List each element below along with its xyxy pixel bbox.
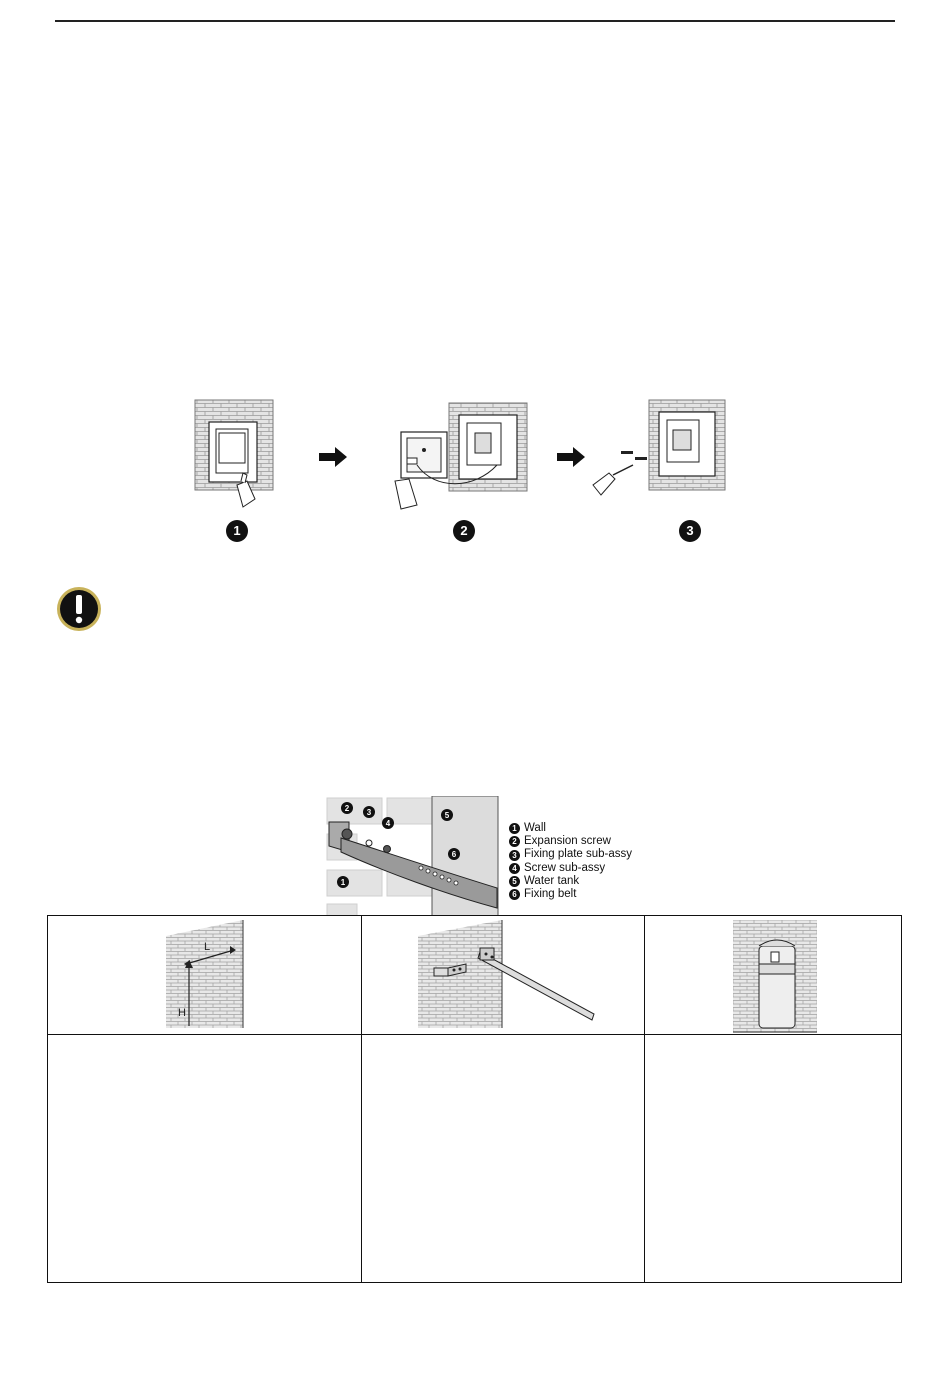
water-tank-fixing-diagram xyxy=(325,796,500,916)
step-1-illustration xyxy=(195,400,273,507)
table-cell xyxy=(645,1035,901,1282)
table-cell xyxy=(362,1035,645,1282)
installation-steps-table xyxy=(47,915,902,1283)
right-arrow-icon xyxy=(557,447,585,467)
dimension-label-L: L xyxy=(204,941,211,953)
step-number-2: 2 xyxy=(453,520,475,542)
legend-item: 2 Expansion screw xyxy=(509,835,632,848)
table-cell xyxy=(362,916,645,1035)
table-cell xyxy=(48,1035,362,1282)
exclamation-warning-icon xyxy=(56,586,102,632)
parts-legend xyxy=(509,822,632,901)
step-2-illustration xyxy=(395,403,527,509)
header-rule xyxy=(55,20,895,22)
tank-against-wall-illustration xyxy=(645,916,901,1034)
right-arrow-icon xyxy=(319,447,347,467)
callout-6-label: 6 xyxy=(451,850,457,859)
controller-install-steps-illustration xyxy=(185,395,745,525)
legend-item: 5 Water tank xyxy=(509,875,632,888)
callout-5-label: 5 xyxy=(444,811,450,820)
callout-4-label: 4 xyxy=(385,819,391,828)
legend-item: 4 Screw sub-assy xyxy=(509,862,632,875)
callout-2-label: 2 xyxy=(344,804,350,813)
step-number-1: 1 xyxy=(226,520,248,542)
table-cell xyxy=(48,916,362,1035)
wall-measure-illustration xyxy=(48,916,362,1034)
step-number-3: 3 xyxy=(679,520,701,542)
table-cell xyxy=(645,916,901,1035)
bracket-belt-illustration xyxy=(362,916,645,1034)
legend-item: 6 Fixing belt xyxy=(509,888,632,901)
dimension-label-H: H xyxy=(178,1007,186,1019)
legend-item: 3 Fixing plate sub-assy xyxy=(509,848,632,861)
callout-1-label: 1 xyxy=(340,878,346,887)
callout-3-label: 3 xyxy=(366,808,372,817)
legend-item: 1 Wall xyxy=(509,822,632,835)
step-3-illustration xyxy=(593,400,725,495)
